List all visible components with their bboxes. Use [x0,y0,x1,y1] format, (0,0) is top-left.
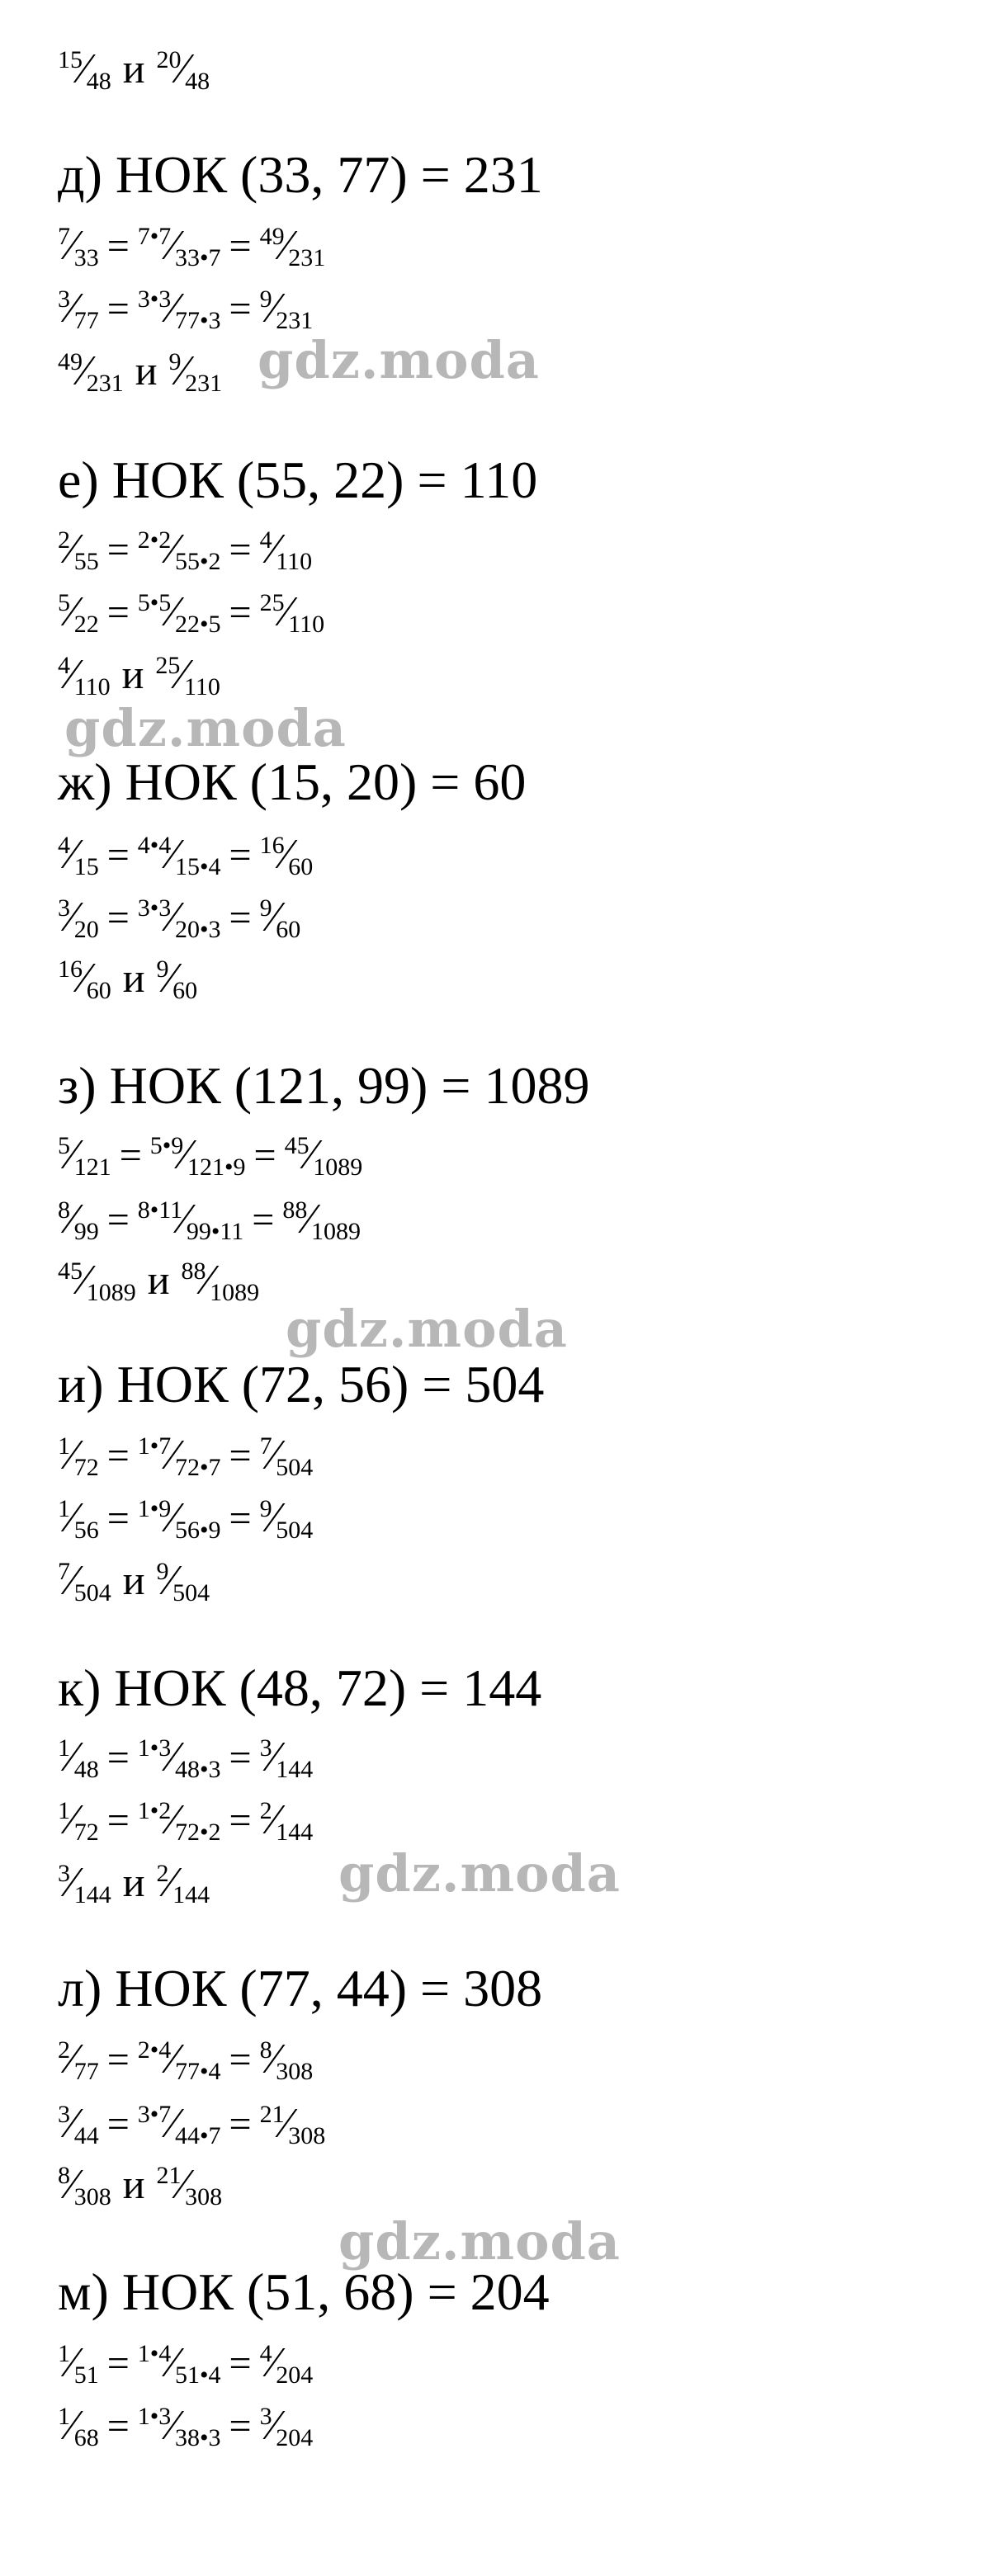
fraction: $^{15}$⁄48 [58,45,111,95]
section-heading: з) НОК (121, 99) = 1089 [58,1056,590,1115]
equation-row: $^1$⁄68 = $^{1•3}$⁄38•3 = $^3$⁄204 [58,2402,314,2451]
equation-row: $^3$⁄44 = $^{3•7}$⁄44•7 = $^{21}$⁄308 [58,2100,326,2149]
equation-row: $^1$⁄72 = $^{1•7}$⁄72•7 = $^7$⁄504 [58,1432,314,1481]
section-heading: е) НОК (55, 22) = 110 [58,451,538,509]
result-line: $^7$⁄504 и $^9$⁄504 [58,1557,210,1606]
equation-row: $^7$⁄33 = $^{7•7}$⁄33•7 = $^{49}$⁄231 [58,222,326,271]
watermark-logo: gdz.moda [64,698,347,758]
watermark-logo: gdz.moda [258,330,540,390]
fraction: $^{20}$⁄48 [156,45,210,95]
result-line: $^4$⁄110 и $^{25}$⁄110 [58,651,220,701]
section-heading: д) НОК (33, 77) = 231 [58,145,543,204]
equation-row: $^1$⁄48 = $^{1•3}$⁄48•3 = $^3$⁄144 [58,1734,314,1783]
watermark-logo: gdz.moda [338,2211,621,2272]
equation-row: $^3$⁄20 = $^{3•3}$⁄20•3 = $^9$⁄60 [58,894,301,943]
watermark-logo: gdz.moda [338,1843,621,1904]
equation-row: $^2$⁄55 = $^{2•2}$⁄55•2 = $^4$⁄110 [58,526,313,575]
equation-row: $^5$⁄22 = $^{5•5}$⁄22•5 = $^{25}$⁄110 [58,588,325,638]
result-line: $^8$⁄308 и $^{21}$⁄308 [58,2161,223,2210]
top-result-line [58,45,210,95]
result-line: $^{49}$⁄231 и $^9$⁄231 [58,347,223,397]
section-heading: ж) НОК (15, 20) = 60 [58,753,527,811]
equation-row: $^4$⁄15 = $^{4•4}$⁄15•4 = $^{16}$⁄60 [58,831,314,880]
result-line: $^{16}$⁄60 и $^9$⁄60 [58,955,198,1004]
section-heading: к) НОК (48, 72) = 144 [58,1658,542,1717]
equation-row: $^1$⁄72 = $^{1•2}$⁄72•2 = $^2$⁄144 [58,1796,314,1846]
equation-row: $^2$⁄77 = $^{2•4}$⁄77•4 = $^8$⁄308 [58,2036,314,2085]
section-heading: и) НОК (72, 56) = 504 [58,1355,545,1413]
equation-row: $^3$⁄77 = $^{3•3}$⁄77•3 = $^9$⁄231 [58,285,314,334]
conjunction: и [122,45,145,92]
equation-row: $^1$⁄51 = $^{1•4}$⁄51•4 = $^4$⁄204 [58,2339,314,2389]
equation-row: $^5$⁄121 = $^{5•9}$⁄121•9 = $^{45}$⁄1089 [58,1131,363,1181]
equation-row: $^8$⁄99 = $^{8•11}$⁄99•11 = $^{88}$⁄1089 [58,1196,361,1245]
result-line: $^{45}$⁄1089 и $^{88}$⁄1089 [58,1257,260,1306]
watermark-logo: gdz.moda [286,1299,568,1359]
result-line: $^3$⁄144 и $^2$⁄144 [58,1859,210,1908]
section-heading: м) НОК (51, 68) = 204 [58,2262,550,2321]
section-heading: л) НОК (77, 44) = 308 [58,1959,543,2017]
equation-row: $^1$⁄56 = $^{1•9}$⁄56•9 = $^9$⁄504 [58,1494,314,1544]
